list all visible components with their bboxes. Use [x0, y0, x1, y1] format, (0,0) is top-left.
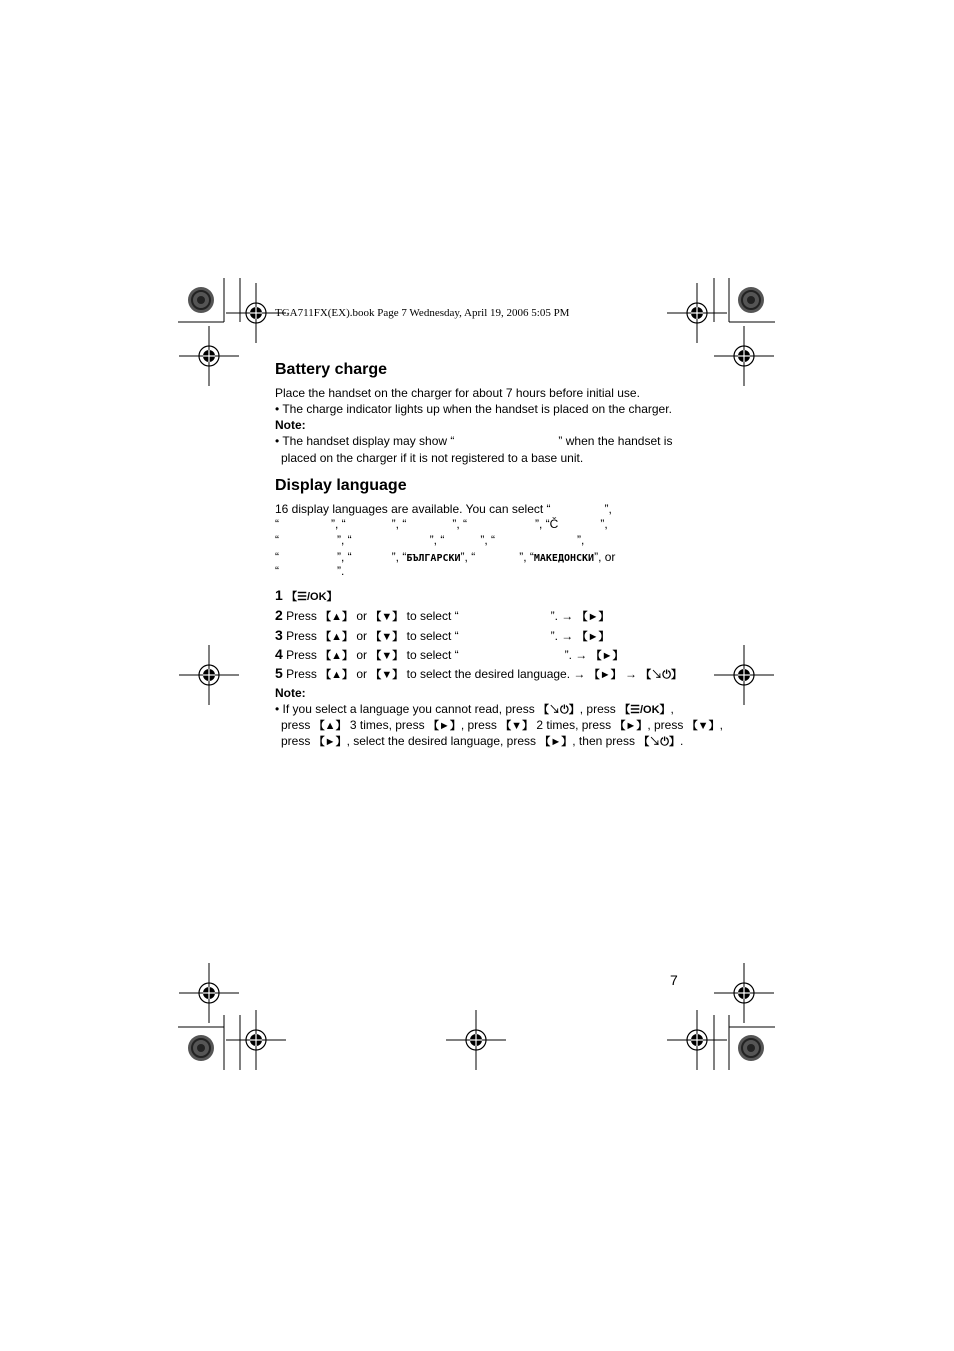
- language-note-line2: press 【▲】 3 times, press 【►】, press 【▼】 2 times, press 【►】, press 【▼】,: [281, 718, 723, 732]
- battery-charge-text: Place the handset on the charger for about 7 hours before initial use.: [275, 386, 640, 400]
- language-row-5: “ ”.: [275, 564, 345, 578]
- battery-charge-heading: Battery charge: [275, 361, 388, 378]
- language-row-3: “ ”, “ ”, “ ”, “ ”,: [275, 533, 585, 547]
- battery-note-label: Note:: [275, 418, 306, 432]
- language-note-label: Note:: [275, 686, 306, 700]
- language-note-line1: • If you select a language you cannot read, press 【↘⏻】, press 【☰/OK】,: [275, 702, 674, 716]
- note-text-start: • The handset display may show “: [275, 434, 455, 448]
- menu-ok-key: 【☰/OK】: [286, 591, 338, 603]
- note-text-end: ” when the handset is: [558, 434, 673, 448]
- battery-note-line2: placed on the charger if it is not registered to a base unit.: [281, 451, 584, 465]
- step-1: 1 【☰/OK】: [275, 587, 338, 603]
- language-note-line3: press 【►】, select the desired language, press 【►】, then press 【↘⏻】.: [281, 734, 684, 748]
- step-2: 2 Press 【▲】 or 【▼】 to select “ ”. → 【►】: [275, 607, 610, 623]
- language-bulgarian: БЪЛГАРСКИ: [406, 553, 461, 564]
- battery-charge-bullet: • The charge indicator lights up when the handset is placed on the charger.: [275, 402, 672, 416]
- off-key: 【↘⏻】: [640, 669, 682, 681]
- step-3: 3 Press 【▲】 or 【▼】 to select “ ”. → 【►】: [275, 627, 610, 643]
- step-5: 5 Press 【▲】 or 【▼】 to select the desired language. → 【►】 → 【↘⏻】: [275, 665, 682, 681]
- display-language-heading: Display language: [275, 477, 407, 494]
- step-4: 4 Press 【▲】 or 【▼】 to select “ ”. → 【►】: [275, 646, 624, 662]
- print-header: TGA711FX(EX).book Page 7 Wednesday, April 19, 2006 5:05 PM: [275, 307, 570, 319]
- language-row-2: “ ”, “ ”, “ ”, “ ”, “Č ”,: [275, 517, 608, 531]
- language-intro: 16 display languages are available. You can select “ ”,: [275, 502, 612, 516]
- language-macedonian: МАКЕДОНСКИ: [533, 553, 595, 564]
- language-row-4: “ ”, “ ”, “БЪЛГАРСКИ”, “ ”, “МАКЕДОНСКИ”, or: [275, 550, 616, 564]
- page-number: 7: [670, 972, 678, 988]
- battery-note-line1: [275, 434, 672, 448]
